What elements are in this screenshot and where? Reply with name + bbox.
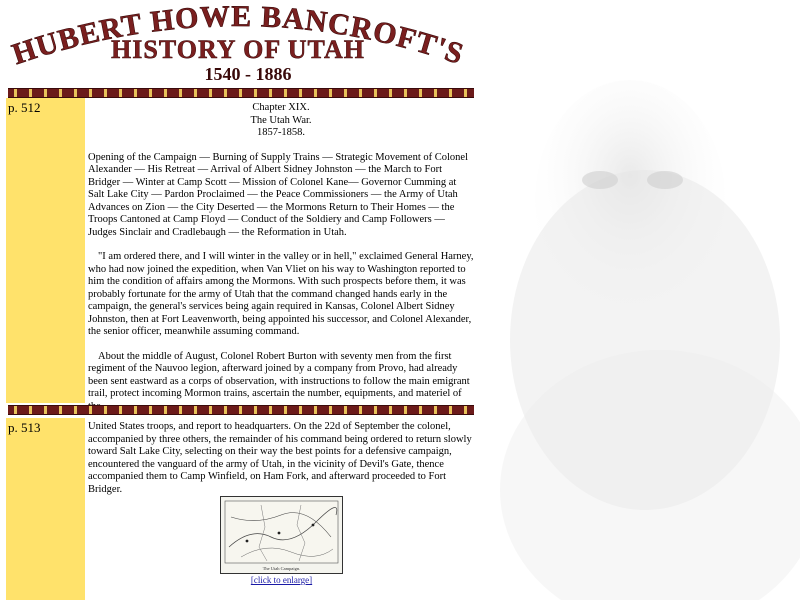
- map-thumbnail[interactable]: [220, 496, 343, 574]
- page-marker-513: [6, 418, 85, 600]
- paragraph: "I am ordered there, and I will winter in the valley or in hell," exclaimed General Harney, who had now joined the expedition, when Van Vliet on his way to Washington reported to him the condition of affairs among the Mormons. With such prospects before them, it was probably fortunate for the army of Utah that the command changed hands early in the campaign, the general's services being again required in Kansas, Colonel Albert Sidney Johnston, then at Fort Leavenworth, being appointed his successor, and Colonel Alexander, the senior officer, meanwhile assuming command.: [88, 251, 474, 337]
- figure-caption: The Utah Campaign.: [262, 566, 301, 571]
- page-label: p. 512: [8, 100, 41, 115]
- banner-line2: HISTORY OF UTAH: [111, 35, 365, 64]
- chapter-dates: 1857-1858.: [256, 127, 306, 138]
- paragraph: About the middle of August, Colonel Robert Burton with seventy men from the first regiment of the Nauvoo legion, afterward joined by a company from Provo, had already been sent eastward as a corps of observation, with instructions to follow the main emigrant trail, protect incoming Mormon trains, ascertain the number, equipments, and materiel of: [88, 350, 470, 399]
- ornamental-divider: [8, 405, 474, 415]
- paragraph: United States troops, and report to headquarters. On the 22d of September the colonel, accompanied by three others, the remainder of his command being ordered to return slowly toward Salt Lake City, selecting on their way the best points for a defensive campaign, encountered the vanguard of the army of Utah, in the vicinity of Devil's Gate, thence accompanied them to Camp Winfield, on Ham Fork, and afterward proceeded to Fort Bridger.: [88, 421, 472, 495]
- click-to-enlarge-link[interactable]: [click to enlarge]: [250, 575, 313, 585]
- portrait-watermark: [470, 30, 800, 600]
- page-marker-512: [6, 98, 85, 403]
- chapter-title: The Utah War.: [250, 114, 312, 126]
- banner-line3: 1540 - 1886: [204, 64, 292, 84]
- chapter-number: Chapter XIX.: [252, 102, 310, 113]
- chapter-summary: Opening of the Campaign — Burning of Supply Trains — Strategic Movement of Colonel Alexander — His Retreat — Arrival of Albert Sidney Johnston — the March to Fort Bridger — Winter at Camp Scott — Mission of Colonel Kane— Governor Cumming at Salt Lake City — Pardon Proclaimed — the Peace Commissioners — the Army of Utah Advances on Zion — the City Deserted — the Mormons Return to Their Homes — the Troops Cantoned at Camp Floyd — Conduct of the Soldiery and Camp Followers — Judges Sinclair and Cradlebaugh — the Reformation in Utah.: [88, 151, 469, 238]
- page-512-content: [88, 102, 474, 413]
- map-image: [221, 497, 342, 573]
- banner-line1: HUBERT HOWE BANCROFT'S: [8, 6, 468, 72]
- site-banner: [8, 6, 468, 86]
- page-label: p. 513: [8, 420, 41, 435]
- page-513-content: [88, 421, 474, 496]
- ornamental-divider: [8, 88, 474, 98]
